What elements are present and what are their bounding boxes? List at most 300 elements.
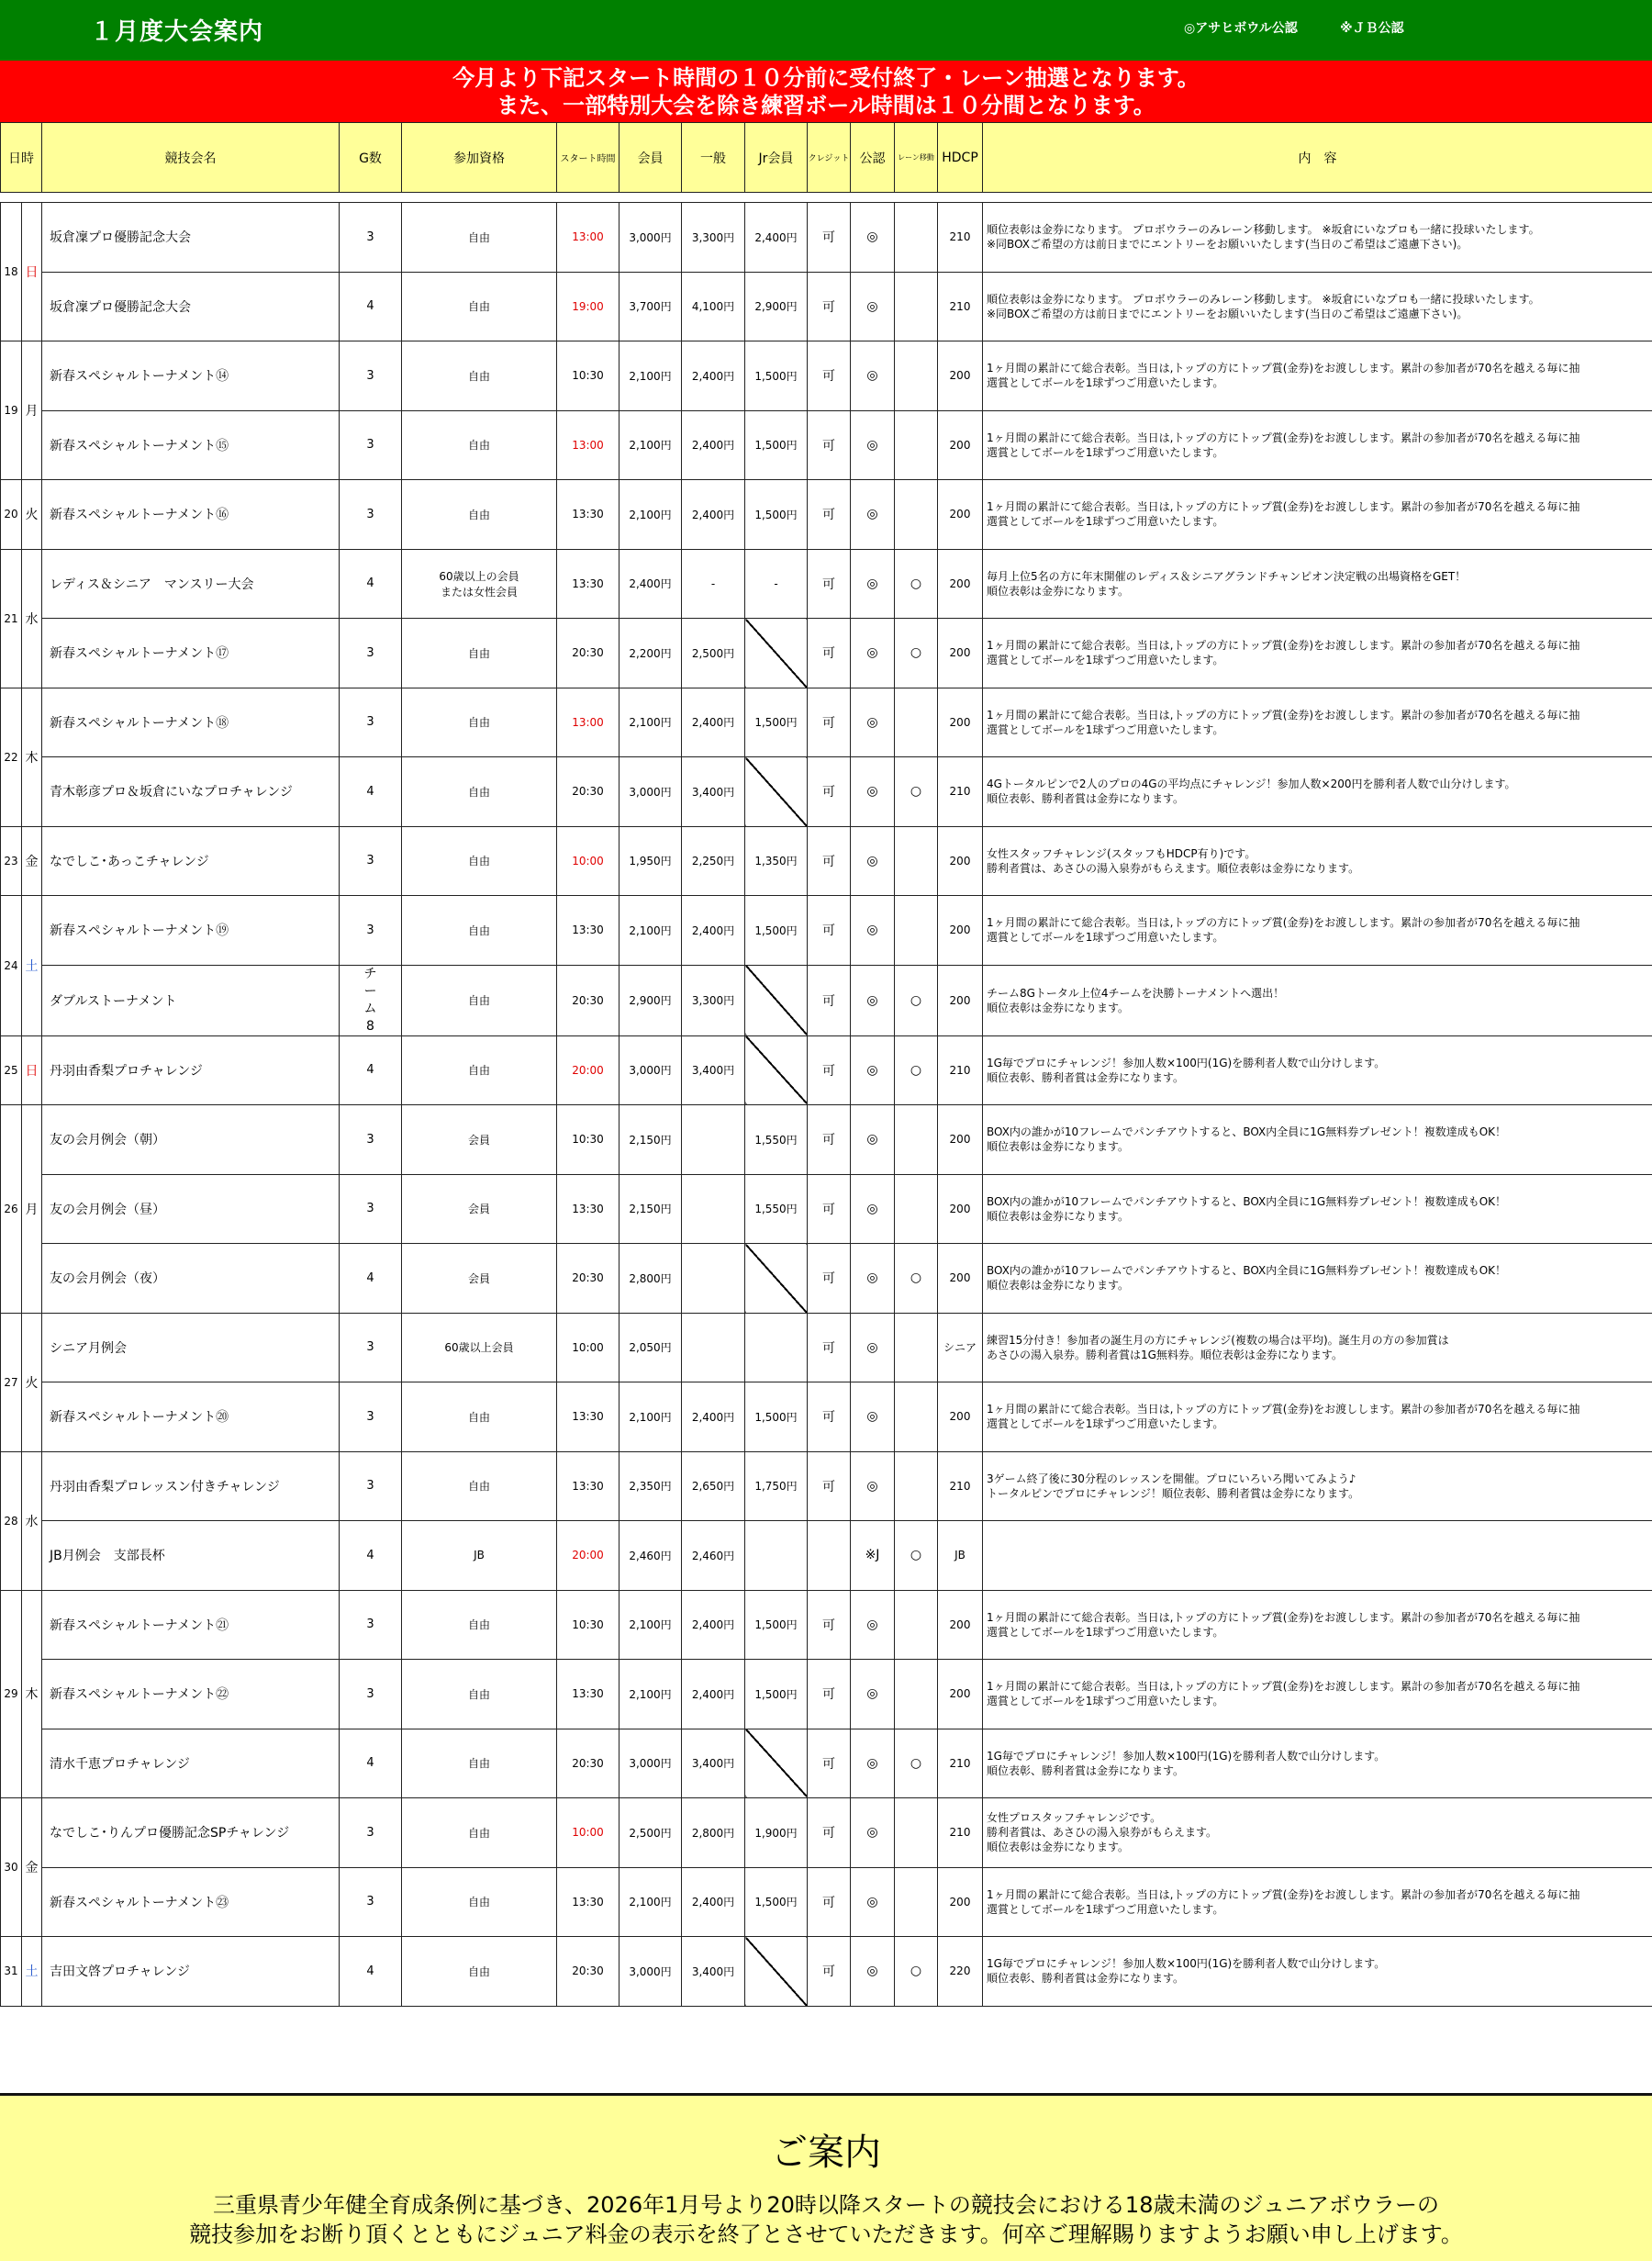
event-name: 新春スペシャルトーナメント⑯ <box>42 480 340 550</box>
member-fee-cell: 2,100円 <box>620 341 682 411</box>
start-time-cell: 13:30 <box>557 1174 620 1244</box>
eligibility-cell: 自由 <box>402 1867 557 1937</box>
member-fee-cell: 2,200円 <box>620 619 682 688</box>
eligibility-cell: 自由 <box>402 1382 557 1452</box>
table-row <box>1 272 1652 341</box>
eligibility-cell: 自由 <box>402 619 557 688</box>
start-time-cell: 13:30 <box>557 1382 620 1452</box>
certified-cell: ◎ <box>851 826 895 896</box>
certified-cell: ◎ <box>851 1174 895 1244</box>
lane-move-cell <box>895 1451 938 1521</box>
date-cell: 24 <box>1 896 22 1036</box>
general-fee-cell: 2,800円 <box>682 1798 745 1868</box>
event-name: JB月例会 支部長杯 <box>42 1521 340 1591</box>
eligibility-cell: 自由 <box>402 480 557 550</box>
start-time-cell: 13:30 <box>557 1451 620 1521</box>
member-fee-cell: 3,000円 <box>620 203 682 273</box>
certified-cell: ◎ <box>851 1035 895 1105</box>
hdcp-cell: 220 <box>938 1937 983 2007</box>
lane-move-cell <box>895 410 938 480</box>
general-fee-cell: 2,400円 <box>682 1382 745 1452</box>
games-cell: 3 <box>340 619 402 688</box>
junior-fee-cell: 1,550円 <box>745 1174 808 1244</box>
hdcp-cell: 210 <box>938 1451 983 1521</box>
start-time-cell: 10:00 <box>557 1313 620 1382</box>
eligibility-cell: 自由 <box>402 826 557 896</box>
weekday-cell: 火 <box>22 480 42 550</box>
lane-move-cell <box>895 1660 938 1729</box>
event-name: 新春スペシャルトーナメント㉑ <box>42 1590 340 1660</box>
games-cell: 4 <box>340 1244 402 1314</box>
lane-move-cell <box>895 203 938 273</box>
eligibility-cell: 自由 <box>402 410 557 480</box>
content-cell: 1ヶ月間の累計にて総合表彰。当日は,トップの方にトップ賞(金券)をお渡しします。累計の参加者が70名を越える毎に抽 選賞としてボールを1球ずつご用意いたします。 <box>983 1382 1652 1452</box>
games-cell <box>340 965 402 1035</box>
content-cell: 4Gトータルピンで2人のプロの4Gの平均点にチャレンジ！参加人数×200円を勝利者人数で山分けします。 順位表彰、勝利者賞は金券になります。 <box>983 757 1652 827</box>
member-fee-cell: 2,400円 <box>620 549 682 619</box>
lane-move-cell <box>895 1174 938 1244</box>
games-cell: 3 <box>340 826 402 896</box>
certified-cell: ◎ <box>851 1729 895 1798</box>
junior-fee-cell <box>745 1244 808 1314</box>
general-fee-cell: 2,500円 <box>682 619 745 688</box>
lane-move-cell: ○ <box>895 1035 938 1105</box>
weekday-cell: 金 <box>22 826 42 896</box>
table-row <box>1 896 1652 966</box>
credit-cell: 可 <box>808 1590 851 1660</box>
content-cell: 3ゲーム終了後に30分程のレッスンを開催。プロにいろいろ聞いてみよう♪ トータルピンでプロにチャレンジ！順位表彰、勝利者賞は金券になります。 <box>983 1451 1652 1521</box>
eligibility-cell: 自由 <box>402 757 557 827</box>
credit-cell: 可 <box>808 1105 851 1175</box>
eligibility-cell: JB <box>402 1521 557 1591</box>
content-cell: 女性プロスタッフチャレンジです。 勝利者賞は、あさひの湯入泉券がもらえます。 順位表彰は金券になります。 <box>983 1798 1652 1868</box>
lane-move-cell <box>895 1590 938 1660</box>
hdcp-cell: 200 <box>938 549 983 619</box>
content-cell: 1ヶ月間の累計にて総合表彰。当日は,トップの方にトップ賞(金券)をお渡しします。累計の参加者が70名を越える毎に抽 選賞としてボールを1球ずつご用意いたします。 <box>983 1590 1652 1660</box>
games-cell: 3 <box>340 688 402 757</box>
member-fee-cell: 2,350円 <box>620 1451 682 1521</box>
event-name: 新春スペシャルトーナメント⑱ <box>42 688 340 757</box>
general-fee-cell: 2,400円 <box>682 1867 745 1937</box>
certified-cell: ◎ <box>851 1798 895 1868</box>
games-cell: 3 <box>340 1798 402 1868</box>
hdcp-cell: 210 <box>938 203 983 273</box>
general-fee-cell: 3,300円 <box>682 965 745 1035</box>
date-cell: 22 <box>1 688 22 826</box>
lane-move-cell: ○ <box>895 965 938 1035</box>
credit-cell: 可 <box>808 826 851 896</box>
hdcp-cell: 200 <box>938 1867 983 1937</box>
hdcp-cell: 200 <box>938 480 983 550</box>
general-fee-cell: 2,650円 <box>682 1451 745 1521</box>
date-cell: 30 <box>1 1798 22 1937</box>
member-fee-cell: 2,100円 <box>620 688 682 757</box>
start-time-cell: 13:00 <box>557 410 620 480</box>
games-cell: 3 <box>340 341 402 411</box>
lane-move-cell: ○ <box>895 619 938 688</box>
credit-cell: 可 <box>808 410 851 480</box>
certified-cell: ◎ <box>851 1867 895 1937</box>
eligibility-cell: 60歳以上会員 <box>402 1313 557 1382</box>
general-fee-cell: 2,400円 <box>682 341 745 411</box>
certified-cell: ◎ <box>851 1244 895 1314</box>
event-name: レディス＆シニア マンスリー大会 <box>42 549 340 619</box>
credit-cell: 可 <box>808 1867 851 1937</box>
credit-cell: 可 <box>808 1244 851 1314</box>
lane-move-cell: ○ <box>895 1521 938 1591</box>
certified-cell: ◎ <box>851 341 895 411</box>
content-cell: 1ヶ月間の累計にて総合表彰。当日は,トップの方にトップ賞(金券)をお渡しします。累計の参加者が70名を越える毎に抽 選賞としてボールを1球ずつご用意いたします。 <box>983 896 1652 966</box>
hdcp-cell: 210 <box>938 757 983 827</box>
junior-fee-cell: - <box>745 549 808 619</box>
credit-cell: 可 <box>808 1035 851 1105</box>
lane-move-cell <box>895 272 938 341</box>
start-time-cell: 20:30 <box>557 1729 620 1798</box>
lane-move-cell <box>895 1313 938 1382</box>
event-name: 新春スペシャルトーナメント㉒ <box>42 1660 340 1729</box>
general-fee-cell: 3,400円 <box>682 1937 745 2007</box>
junior-fee-cell <box>745 1313 808 1382</box>
member-fee-cell: 2,100円 <box>620 410 682 480</box>
event-name: なでしこ･あっこチャレンジ <box>42 826 340 896</box>
credit-cell: 可 <box>808 1937 851 2007</box>
weekday-cell: 月 <box>22 1105 42 1314</box>
weekday-cell: 木 <box>22 688 42 826</box>
certified-cell: ◎ <box>851 1382 895 1452</box>
guide-line-2: 競技参加をお断り頂くとともにジュニア料金の表示を終了とさせていただきます。何卒ご理解賜りますようお願い申し上げます。 <box>189 2222 1463 2247</box>
general-fee-cell: 2,400円 <box>682 688 745 757</box>
member-fee-cell: 2,100円 <box>620 896 682 966</box>
schedule-table <box>0 202 1652 2007</box>
event-name: シニア月例会 <box>42 1313 340 1382</box>
eligibility-cell: 自由 <box>402 1729 557 1798</box>
certified-cell: ◎ <box>851 203 895 273</box>
eligibility-cell: 自由 <box>402 1660 557 1729</box>
games-cell: 3 <box>340 896 402 966</box>
legend-asahi-certified: ◎アサヒボウル公認 <box>1184 21 1298 36</box>
games-cell: 3 <box>340 1867 402 1937</box>
date-cell: 27 <box>1 1313 22 1451</box>
general-fee-cell: 3,400円 <box>682 1035 745 1105</box>
general-fee-cell <box>682 1244 745 1314</box>
date-cell: 26 <box>1 1105 22 1314</box>
lane-move-cell <box>895 688 938 757</box>
lane-move-cell <box>895 341 938 411</box>
start-time-cell: 20:00 <box>557 1521 620 1591</box>
table-row <box>1 341 1652 411</box>
games-cell: 4 <box>340 757 402 827</box>
content-cell: 1ヶ月間の累計にて総合表彰。当日は,トップの方にトップ賞(金券)をお渡しします。累計の参加者が70名を越える毎に抽 選賞としてボールを1球ずつご用意いたします。 <box>983 1867 1652 1937</box>
event-name: 青木彰彦プロ＆坂倉にいなプロチャレンジ <box>42 757 340 827</box>
event-name: 新春スペシャルトーナメント⑲ <box>42 896 340 966</box>
page-title: １月度大会案内 <box>90 18 264 46</box>
event-name: 友の会月例会（朝） <box>42 1105 340 1175</box>
hdcp-cell: 210 <box>938 1729 983 1798</box>
hdcp-cell: 200 <box>938 410 983 480</box>
hdcp-cell: 200 <box>938 1382 983 1452</box>
start-time-cell: 20:30 <box>557 1244 620 1314</box>
start-time-cell: 20:00 <box>557 1035 620 1105</box>
content-cell: 順位表彰は金券になります。 プロボウラーのみレーン移動します。 ※坂倉にいなプロも一緒に投球いたします。 ※同BOXご希望の方は前日までにエントリーをお願いいたします(当日のご希望はご遠慮下さい)。 <box>983 203 1652 273</box>
hdcp-cell: 210 <box>938 272 983 341</box>
junior-fee-cell <box>745 965 808 1035</box>
junior-fee-cell <box>745 757 808 827</box>
date-cell: 25 <box>1 1035 22 1105</box>
general-fee-cell <box>682 1313 745 1382</box>
col-general-fee: 一般 <box>682 123 745 193</box>
lane-move-cell: ○ <box>895 1937 938 2007</box>
credit-cell: 可 <box>808 1451 851 1521</box>
general-fee-cell <box>682 1174 745 1244</box>
col-member-fee: 会員 <box>620 123 682 193</box>
start-time-cell: 13:30 <box>557 480 620 550</box>
event-name: 丹羽由香梨プロチャレンジ <box>42 1035 340 1105</box>
credit-cell: 可 <box>808 1382 851 1452</box>
hdcp-cell: 200 <box>938 619 983 688</box>
event-name: ダブルストーナメント <box>42 965 340 1035</box>
col-games: G数 <box>340 123 402 193</box>
table-row <box>1 410 1652 480</box>
credit-cell: 可 <box>808 549 851 619</box>
weekday-cell: 水 <box>22 1451 42 1590</box>
certified-cell: ◎ <box>851 549 895 619</box>
junior-fee-cell: 2,400円 <box>745 203 808 273</box>
hdcp-cell: 200 <box>938 341 983 411</box>
junior-fee-cell <box>745 619 808 688</box>
start-time-cell: 13:30 <box>557 896 620 966</box>
junior-fee-cell: 1,500円 <box>745 688 808 757</box>
general-fee-cell: 2,400円 <box>682 896 745 966</box>
certified-cell: ◎ <box>851 1313 895 1382</box>
event-name: 友の会月例会（夜） <box>42 1244 340 1314</box>
col-junior-fee: Jr会員 <box>745 123 808 193</box>
event-name: 丹羽由香梨プロレッスン付きチャレンジ <box>42 1451 340 1521</box>
junior-fee-cell: 1,500円 <box>745 1590 808 1660</box>
member-fee-cell: 3,000円 <box>620 1035 682 1105</box>
hdcp-cell: 200 <box>938 1660 983 1729</box>
general-fee-cell: 3,400円 <box>682 1729 745 1798</box>
col-lane-move: レーン移動 <box>895 123 938 193</box>
date-cell: 31 <box>1 1937 22 2007</box>
member-fee-cell: 2,800円 <box>620 1244 682 1314</box>
hdcp-cell: 200 <box>938 1174 983 1244</box>
eligibility-cell: 自由 <box>402 1798 557 1868</box>
table-row <box>1 549 1652 619</box>
junior-fee-cell: 1,750円 <box>745 1451 808 1521</box>
junior-fee-cell: 1,500円 <box>745 410 808 480</box>
weekday-cell: 水 <box>22 549 42 688</box>
member-fee-cell: 2,150円 <box>620 1105 682 1175</box>
member-fee-cell: 2,100円 <box>620 480 682 550</box>
table-row <box>1 619 1652 688</box>
content-cell: BOX内の誰かが10フレームでパンチアウトすると、BOX内全員に1G無料券プレゼント！複数達成もOK！ 順位表彰は金券になります。 <box>983 1244 1652 1314</box>
col-content: 内 容 <box>983 123 1652 193</box>
start-time-cell: 20:30 <box>557 757 620 827</box>
hdcp-cell: 200 <box>938 1244 983 1314</box>
table-row <box>1 826 1652 896</box>
lane-move-cell <box>895 1867 938 1937</box>
games-cell: 3 <box>340 1313 402 1382</box>
member-fee-cell: 3,000円 <box>620 1729 682 1798</box>
weekday-cell: 土 <box>22 1937 42 2007</box>
start-time-cell: 13:00 <box>557 203 620 273</box>
table-row <box>1 1313 1652 1382</box>
certified-cell: ◎ <box>851 1451 895 1521</box>
member-fee-cell: 3,700円 <box>620 272 682 341</box>
start-time-cell: 19:00 <box>557 272 620 341</box>
junior-fee-cell <box>745 1729 808 1798</box>
junior-fee-cell: 1,350円 <box>745 826 808 896</box>
junior-fee-cell: 1,500円 <box>745 896 808 966</box>
junior-fee-cell: 1,500円 <box>745 1867 808 1937</box>
lane-move-cell <box>895 826 938 896</box>
eligibility-cell: 60歳以上の会員 または女性会員 <box>402 549 557 619</box>
member-fee-cell: 2,150円 <box>620 1174 682 1244</box>
certified-cell: ◎ <box>851 1937 895 2007</box>
eligibility-cell: 自由 <box>402 965 557 1035</box>
credit-cell: 可 <box>808 203 851 273</box>
certified-cell: ◎ <box>851 480 895 550</box>
games-cell: 4 <box>340 272 402 341</box>
table-row <box>1 1105 1652 1175</box>
certified-cell: ◎ <box>851 1660 895 1729</box>
general-fee-cell: 3,300円 <box>682 203 745 273</box>
table-row <box>1 757 1652 827</box>
member-fee-cell: 2,100円 <box>620 1660 682 1729</box>
credit-cell: 可 <box>808 1729 851 1798</box>
games-cell: 3 <box>340 1451 402 1521</box>
event-name: 坂倉凜プロ優勝記念大会 <box>42 203 340 273</box>
credit-cell: 可 <box>808 1660 851 1729</box>
eligibility-cell: 会員 <box>402 1174 557 1244</box>
content-cell: 1ヶ月間の累計にて総合表彰。当日は,トップの方にトップ賞(金券)をお渡しします。累計の参加者が70名を越える毎に抽 選賞としてボールを1球ずつご用意いたします。 <box>983 619 1652 688</box>
legend-jb-certified: ※ＪＢ公認 <box>1340 21 1404 36</box>
table-row <box>1 1798 1652 1868</box>
junior-fee-cell: 1,500円 <box>745 1382 808 1452</box>
table-row <box>1 1382 1652 1452</box>
certified-cell: ◎ <box>851 896 895 966</box>
credit-cell: 可 <box>808 1798 851 1868</box>
content-cell: 練習15分付き！参加者の誕生月の方にチャレンジ(複数の場合は平均)。誕生月の方の参加賞は あさひの湯入泉券。勝利者賞は1G無料券。順位表彰は金券になります。 <box>983 1313 1652 1382</box>
start-time-cell: 10:00 <box>557 1798 620 1868</box>
hdcp-cell: 210 <box>938 1035 983 1105</box>
credit-cell: 可 <box>808 965 851 1035</box>
hdcp-cell: 200 <box>938 1105 983 1175</box>
general-fee-cell: 3,400円 <box>682 757 745 827</box>
content-cell: 1G毎でプロにチャレンジ！参加人数×100円(1G)を勝利者人数で山分けします。 順位表彰、勝利者賞は金券になります。 <box>983 1937 1652 2007</box>
content-cell: 順位表彰は金券になります。 プロボウラーのみレーン移動します。 ※坂倉にいなプロも一緒に投球いたします。 ※同BOXご希望の方は前日までにエントリーをお願いいたします(当日のご希望はご遠慮下さい)。 <box>983 272 1652 341</box>
games-cell: 4 <box>340 1729 402 1798</box>
weekday-cell: 火 <box>22 1313 42 1451</box>
content-cell: 女性スタッフチャレンジ(スタッフもHDCP有り)です。 勝利者賞は、あさひの湯入泉券がもらえます。順位表彰は金券になります。 <box>983 826 1652 896</box>
notice-line-1: 今月より下記スタート時間の１０分前に受付終了・レーン抽選となります。 <box>452 65 1200 91</box>
table-row <box>1 1729 1652 1798</box>
lane-move-cell <box>895 896 938 966</box>
eligibility-cell: 会員 <box>402 1105 557 1175</box>
games-cell: 3 <box>340 480 402 550</box>
start-time-cell: 13:30 <box>557 1867 620 1937</box>
games-cell: 4 <box>340 549 402 619</box>
content-cell: BOX内の誰かが10フレームでパンチアウトすると、BOX内全員に1G無料券プレゼント！複数達成もOK！ 順位表彰は金券になります。 <box>983 1174 1652 1244</box>
games-cell: 3 <box>340 1174 402 1244</box>
lane-move-cell: ○ <box>895 1729 938 1798</box>
member-fee-cell: 2,900円 <box>620 965 682 1035</box>
general-fee-cell: 2,400円 <box>682 480 745 550</box>
games-cell: 3 <box>340 203 402 273</box>
credit-cell: 可 <box>808 341 851 411</box>
hdcp-cell: シニア <box>938 1313 983 1382</box>
certified-cell: ◎ <box>851 1590 895 1660</box>
content-cell: 1G毎でプロにチャレンジ！参加人数×100円(1G)を勝利者人数で山分けします。 順位表彰、勝利者賞は金券になります。 <box>983 1035 1652 1105</box>
junior-fee-cell: 2,900円 <box>745 272 808 341</box>
event-name: なでしこ･りんプロ優勝記念SPチャレンジ <box>42 1798 340 1868</box>
col-credit: クレジット <box>808 123 851 193</box>
start-time-cell: 20:30 <box>557 1937 620 2007</box>
hdcp-cell: 200 <box>938 1590 983 1660</box>
weekday-cell: 月 <box>22 341 42 480</box>
table-row <box>1 1590 1652 1660</box>
content-cell: BOX内の誰かが10フレームでパンチアウトすると、BOX内全員に1G無料券プレゼント！複数達成もOK！ 順位表彰は金券になります。 <box>983 1105 1652 1175</box>
start-time-cell: 20:30 <box>557 619 620 688</box>
eligibility-cell: 自由 <box>402 1937 557 2007</box>
hdcp-cell: 200 <box>938 896 983 966</box>
credit-cell: 可 <box>808 272 851 341</box>
event-name: 新春スペシャルトーナメント⑰ <box>42 619 340 688</box>
event-name: 新春スペシャルトーナメント㉓ <box>42 1867 340 1937</box>
member-fee-cell: 2,500円 <box>620 1798 682 1868</box>
event-name: 新春スペシャルトーナメント⑭ <box>42 341 340 411</box>
content-cell: 1ヶ月間の累計にて総合表彰。当日は,トップの方にトップ賞(金券)をお渡しします。累計の参加者が70名を越える毎に抽 選賞としてボールを1球ずつご用意いたします。 <box>983 410 1652 480</box>
hdcp-cell: JB <box>938 1521 983 1591</box>
date-cell: 18 <box>1 203 22 341</box>
general-fee-cell: 2,400円 <box>682 410 745 480</box>
date-cell: 19 <box>1 341 22 480</box>
guide-box <box>0 2093 1652 2261</box>
credit-cell: 可 <box>808 896 851 966</box>
junior-fee-cell <box>745 1035 808 1105</box>
schedule-header <box>0 122 1652 193</box>
games-cell: 4 <box>340 1937 402 2007</box>
content-cell <box>983 1521 1652 1591</box>
junior-fee-cell: 1,900円 <box>745 1798 808 1868</box>
eligibility-cell: 会員 <box>402 1244 557 1314</box>
general-fee-cell: 2,460円 <box>682 1521 745 1591</box>
date-cell: 21 <box>1 549 22 688</box>
junior-fee-cell: 1,500円 <box>745 480 808 550</box>
certified-cell: ◎ <box>851 1105 895 1175</box>
table-row <box>1 688 1652 757</box>
start-time-cell: 10:30 <box>557 1590 620 1660</box>
member-fee-cell: 3,000円 <box>620 757 682 827</box>
date-cell: 29 <box>1 1590 22 1798</box>
games-cell: 4 <box>340 1521 402 1591</box>
certified-cell: ※J <box>851 1521 895 1591</box>
general-fee-cell: 2,400円 <box>682 1590 745 1660</box>
lane-move-cell <box>895 480 938 550</box>
event-name: 新春スペシャルトーナメント⑳ <box>42 1382 340 1452</box>
credit-cell <box>808 1521 851 1591</box>
hdcp-cell: 200 <box>938 965 983 1035</box>
games-cell: 3 <box>340 1382 402 1452</box>
start-time-cell: 13:30 <box>557 549 620 619</box>
games-cell: 3 <box>340 1660 402 1729</box>
start-time-cell: 20:30 <box>557 965 620 1035</box>
general-fee-cell: - <box>682 549 745 619</box>
eligibility-cell: 自由 <box>402 341 557 411</box>
col-eligibility: 参加資格 <box>402 123 557 193</box>
weekday-cell: 日 <box>22 1035 42 1105</box>
games-cell: 3 <box>340 1105 402 1175</box>
